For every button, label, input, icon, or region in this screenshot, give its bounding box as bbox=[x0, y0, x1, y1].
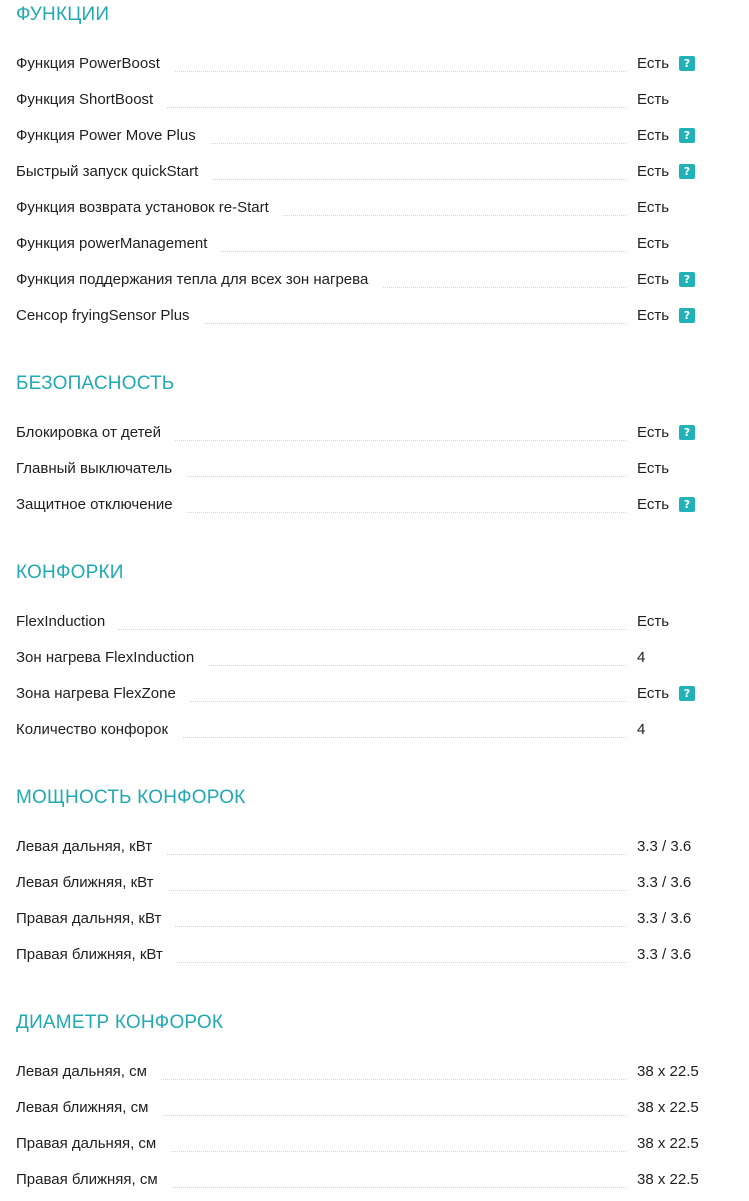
spec-value: Есть bbox=[637, 235, 670, 252]
spec-label: Сенсор fryingSensor Plus bbox=[16, 306, 204, 326]
spec-row bbox=[16, 306, 728, 328]
spec-label: Функция поддержания тепла для всех зон нагрева bbox=[16, 270, 382, 290]
spec-row bbox=[16, 612, 728, 634]
spec-value: 3.3 / 3.6 bbox=[637, 910, 692, 927]
spec-row bbox=[16, 1062, 728, 1084]
spec-label: Функция ShortBoost bbox=[16, 90, 167, 110]
spec-row bbox=[16, 873, 728, 895]
spec-label: Количество конфорок bbox=[16, 720, 182, 740]
spec-value: 4 bbox=[637, 721, 646, 738]
spec-label: Быстрый запуск quickStart bbox=[16, 162, 212, 182]
section-title: МОЩНОСТЬ КОНФОРОК bbox=[16, 787, 246, 808]
spec-label: Функция Power Move Plus bbox=[16, 126, 210, 146]
spec-row bbox=[16, 684, 728, 706]
spec-value: Есть bbox=[637, 496, 670, 513]
spec-row bbox=[16, 1134, 728, 1156]
spec-row bbox=[16, 648, 728, 670]
help-question-icon[interactable]: ? bbox=[679, 497, 695, 512]
spec-label: Блокировка от детей bbox=[16, 423, 175, 443]
spec-row bbox=[16, 234, 728, 256]
help-question-icon[interactable]: ? bbox=[679, 425, 695, 440]
spec-row bbox=[16, 1098, 728, 1120]
section-title: БЕЗОПАСНОСТЬ bbox=[16, 373, 175, 394]
spec-value: Есть bbox=[637, 460, 670, 477]
spec-label: Функция возврата установок re-Start bbox=[16, 198, 283, 218]
help-question-icon[interactable]: ? bbox=[679, 272, 695, 287]
spec-value: 38 x 22.5 bbox=[637, 1135, 699, 1152]
spec-row bbox=[16, 270, 728, 292]
spec-row bbox=[16, 54, 728, 76]
spec-label: Зона нагрева FlexZone bbox=[16, 684, 190, 704]
spec-value: Есть bbox=[637, 55, 670, 72]
spec-label: Правая ближняя, см bbox=[16, 1170, 172, 1190]
section-title: ФУНКЦИИ bbox=[16, 4, 110, 25]
section-title: КОНФОРКИ bbox=[16, 562, 124, 583]
help-question-icon[interactable]: ? bbox=[679, 686, 695, 701]
spec-value: Есть bbox=[637, 163, 670, 180]
help-question-icon[interactable]: ? bbox=[679, 56, 695, 71]
spec-row bbox=[16, 126, 728, 148]
spec-row bbox=[16, 1170, 728, 1192]
spec-row bbox=[16, 909, 728, 931]
help-question-icon[interactable]: ? bbox=[679, 128, 695, 143]
spec-label: Правая дальняя, см bbox=[16, 1134, 170, 1154]
spec-row bbox=[16, 945, 728, 967]
spec-label: Левая ближняя, кВт bbox=[16, 873, 168, 893]
spec-value: Есть bbox=[637, 307, 670, 324]
spec-row bbox=[16, 90, 728, 112]
spec-value: 38 x 22.5 bbox=[637, 1171, 699, 1188]
spec-label: Правая дальняя, кВт bbox=[16, 909, 175, 929]
spec-value: 3.3 / 3.6 bbox=[637, 874, 692, 891]
spec-label: Зон нагрева FlexInduction bbox=[16, 648, 208, 668]
spec-label: Правая ближняя, кВт bbox=[16, 945, 177, 965]
spec-row bbox=[16, 162, 728, 184]
spec-value: Есть bbox=[637, 685, 670, 702]
spec-value: 38 x 22.5 bbox=[637, 1063, 699, 1080]
spec-label: FlexInduction bbox=[16, 612, 119, 632]
spec-row bbox=[16, 495, 728, 517]
spec-value: 3.3 / 3.6 bbox=[637, 946, 692, 963]
spec-label: Функция powerManagement bbox=[16, 234, 221, 254]
spec-value: 4 bbox=[637, 649, 646, 666]
spec-label: Функция PowerBoost bbox=[16, 54, 174, 74]
spec-row bbox=[16, 837, 728, 859]
spec-value: Есть bbox=[637, 91, 670, 108]
spec-value: 38 x 22.5 bbox=[637, 1099, 699, 1116]
spec-row bbox=[16, 423, 728, 445]
spec-label: Левая дальняя, см bbox=[16, 1062, 161, 1082]
help-question-icon[interactable]: ? bbox=[679, 308, 695, 323]
spec-label: Левая ближняя, см bbox=[16, 1098, 162, 1118]
spec-value: Есть bbox=[637, 424, 670, 441]
spec-value: Есть bbox=[637, 127, 670, 144]
spec-label: Главный выключатель bbox=[16, 459, 186, 479]
spec-row bbox=[16, 198, 728, 220]
spec-label: Левая дальняя, кВт bbox=[16, 837, 166, 857]
spec-row bbox=[16, 459, 728, 481]
spec-value: Есть bbox=[637, 199, 670, 216]
spec-value: Есть bbox=[637, 613, 670, 630]
section-title: ДИАМЕТР КОНФОРОК bbox=[16, 1012, 224, 1033]
spec-value: Есть bbox=[637, 271, 670, 288]
spec-label: Защитное отключение bbox=[16, 495, 187, 515]
spec-value: 3.3 / 3.6 bbox=[637, 838, 692, 855]
help-question-icon[interactable]: ? bbox=[679, 164, 695, 179]
spec-row bbox=[16, 720, 728, 742]
